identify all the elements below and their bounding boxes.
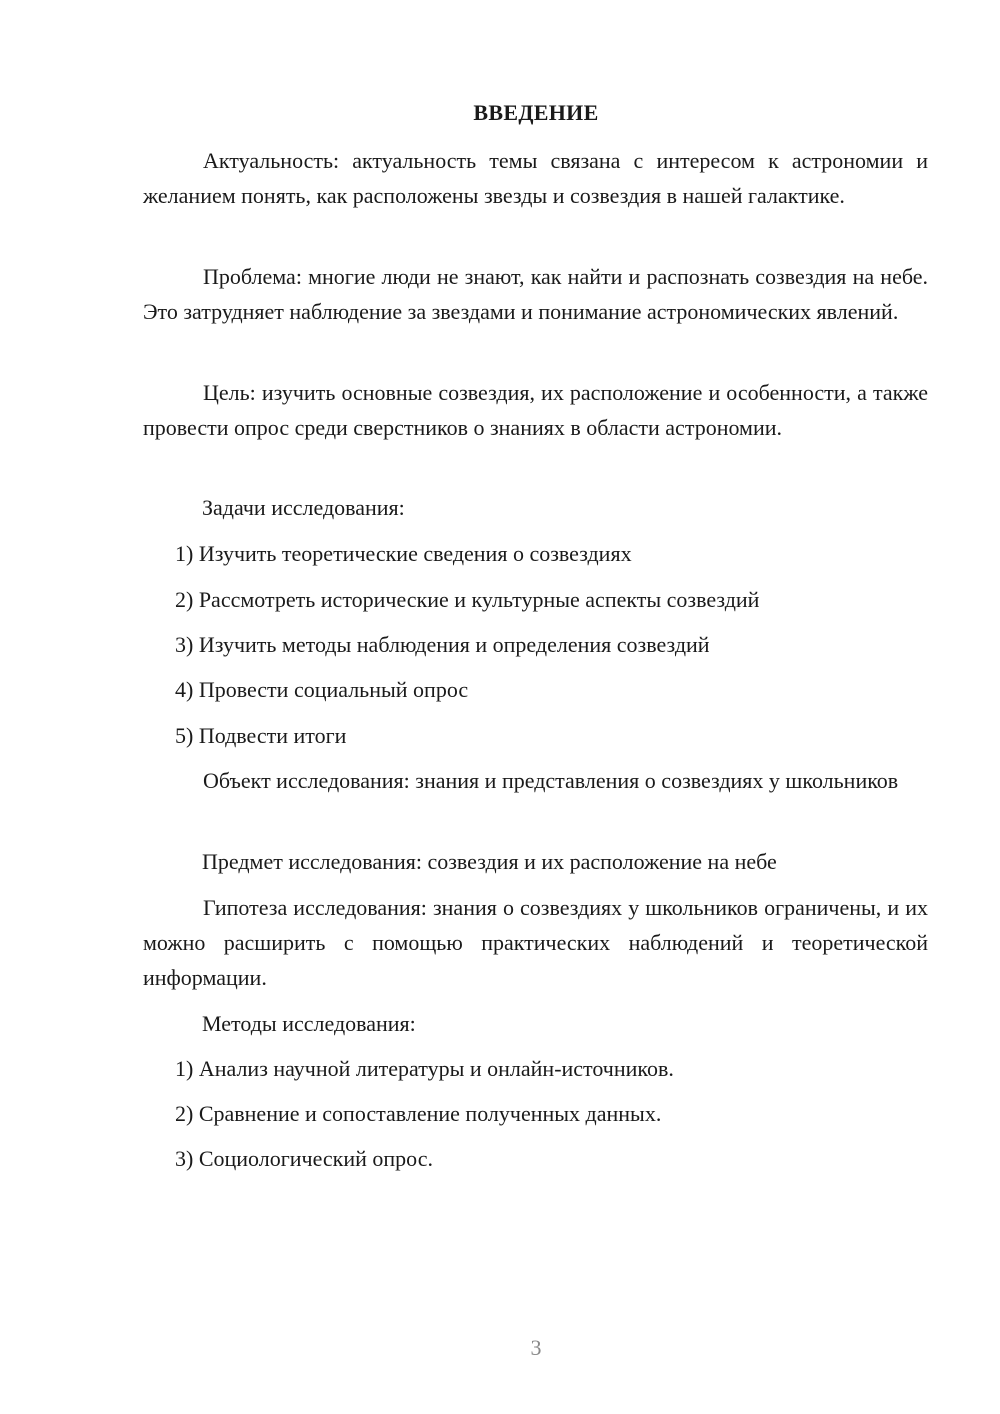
task-item: 5) Подвести итоги	[175, 723, 347, 748]
task-item: 4) Провести социальный опрос	[175, 677, 469, 702]
goal-paragraph: Цель: изучить основные созвездия, их расположение и особенности, а также провести опрос среди сверстников о знаниях в области астрономии.	[143, 380, 928, 440]
method-item: 3) Социологический опрос.	[175, 1146, 433, 1171]
problem-paragraph: Проблема: многие люди не знают, как найти и распознать созвездия на небе. Это затрудняет наблюдение за звездами и понимание астрономических явлений.	[143, 264, 928, 324]
page-number: 3	[530, 1335, 542, 1360]
object-paragraph: Объект исследования: знания и представления о созвездиях у школьников	[203, 768, 899, 793]
task-item: 2) Рассмотреть исторические и культурные аспекты созвездий	[175, 587, 760, 612]
tasks-title: Задачи исследования:	[202, 495, 405, 520]
task-item: 1) Изучить теоретические сведения о созвездиях	[175, 541, 632, 566]
section-heading: ВВЕДЕНИЕ	[473, 100, 599, 125]
subject-paragraph: Предмет исследования: созвездия и их расположение на небе	[202, 849, 777, 874]
methods-title: Методы исследования:	[202, 1011, 416, 1036]
method-item: 1) Анализ научной литературы и онлайн-источников.	[175, 1056, 674, 1081]
relevance-paragraph: Актуальность: актуальность темы связана с интересом к астрономии и желанием понять, как расположены звезды и созвездия в нашей галактике.	[143, 148, 928, 208]
task-item: 3) Изучить методы наблюдения и определения созвездий	[175, 632, 710, 657]
method-item: 2) Сравнение и сопоставление полученных данных.	[175, 1101, 662, 1126]
hypothesis-paragraph: Гипотеза исследования: знания о созвездиях у школьников ограничены, и их можно расширить с помощью практических наблюдений и теоретической информации.	[143, 895, 928, 990]
